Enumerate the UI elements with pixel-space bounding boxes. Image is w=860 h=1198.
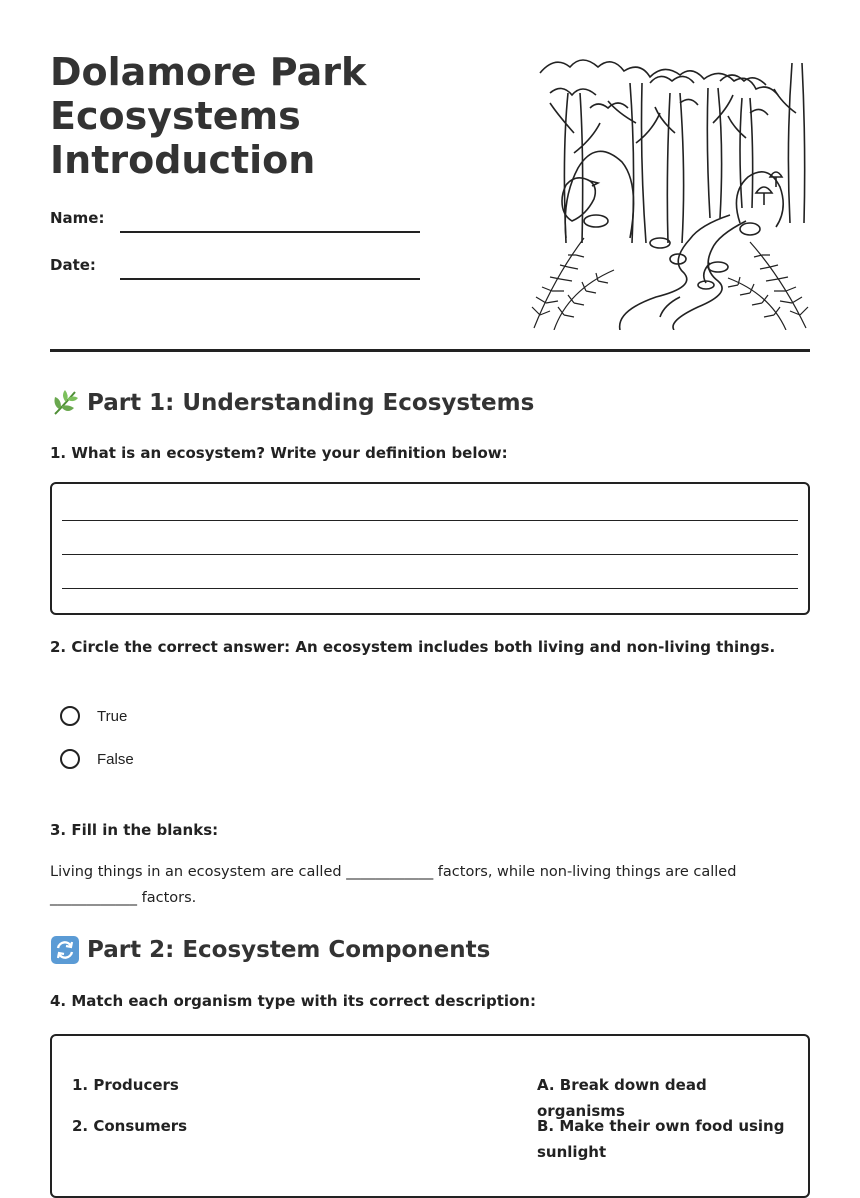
date-label: Date:	[50, 256, 96, 274]
cycle-arrows-icon	[50, 935, 80, 965]
question-2: 2. Circle the correct answer: An ecosystem includes both living and non-living things.	[50, 638, 776, 656]
header-divider	[50, 349, 810, 352]
part-1-title	[50, 388, 534, 418]
radio-false[interactable]	[60, 749, 80, 769]
match-left-item-1[interactable]: 1. Producers	[72, 1076, 179, 1094]
name-input-line[interactable]	[120, 231, 420, 233]
part-2-title-text: Part 2: Ecosystem Components	[87, 937, 491, 963]
part-1-title-text: Part 1: Understanding Ecosystems	[87, 390, 535, 416]
match-left-item-2[interactable]: 2. Consumers	[72, 1117, 188, 1135]
name-label: Name:	[50, 209, 105, 227]
question-1: 1. What is an ecosystem? Write your definition below:	[50, 444, 508, 462]
radio-true[interactable]	[60, 706, 80, 726]
match-right-item-b[interactable]: B. Make their own food using sunlight	[537, 1117, 785, 1161]
answer-line	[62, 588, 798, 589]
part-2-title	[50, 935, 490, 965]
worksheet-title	[50, 50, 490, 182]
date-input-line[interactable]	[120, 278, 420, 280]
answer-line	[62, 520, 798, 521]
forest-scene-illustration	[530, 53, 810, 330]
option-true[interactable]	[60, 706, 127, 726]
definition-answer-box[interactable]	[50, 482, 810, 615]
question-3: 3. Fill in the blanks:	[50, 821, 219, 839]
option-false-label: False	[97, 750, 134, 768]
herb-icon	[50, 388, 80, 418]
fill-in-blanks-text[interactable]: Living things in an ecosystem are called ____________ factors, while non-living things are called ____________ factors.	[50, 864, 737, 906]
title-line-3: Introduction	[50, 138, 316, 182]
title-line-2: Ecosystems	[50, 94, 301, 138]
matching-box	[50, 1034, 810, 1198]
question-4: 4. Match each organism type with its correct description:	[50, 992, 536, 1010]
option-true-label: True	[97, 707, 128, 725]
answer-line	[62, 554, 798, 555]
match-right-item-a[interactable]: A. Break down dead organisms	[537, 1076, 707, 1120]
title-line-1: Dolamore Park	[50, 50, 367, 94]
option-false[interactable]	[60, 749, 134, 769]
